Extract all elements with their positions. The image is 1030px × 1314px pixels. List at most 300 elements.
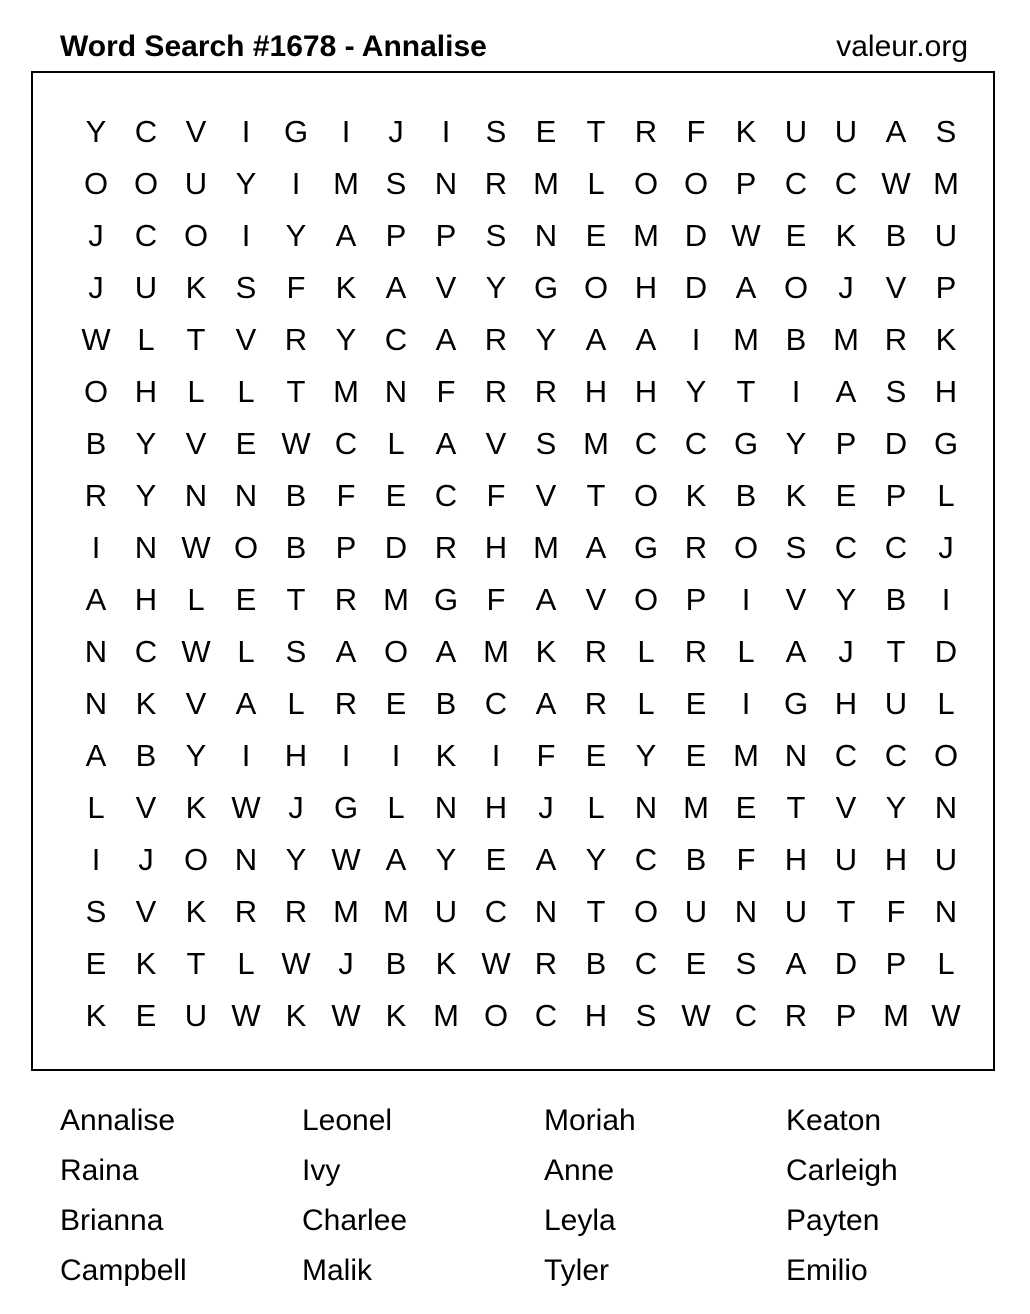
grid-letter[interactable]: A [335, 633, 357, 669]
grid-letter[interactable]: K [85, 997, 107, 1033]
grid-letter[interactable]: J [538, 789, 554, 825]
grid-letter[interactable]: D [384, 529, 408, 565]
grid-letter[interactable]: E [785, 217, 807, 253]
grid-letter[interactable]: P [735, 165, 757, 201]
grid-letter[interactable]: N [84, 685, 108, 721]
grid-letter[interactable]: F [486, 477, 506, 513]
grid-letter[interactable]: B [885, 217, 907, 253]
grid-letter[interactable]: M [333, 373, 359, 409]
grid-letter[interactable]: Y [635, 737, 657, 773]
grid-letter[interactable]: W [881, 165, 911, 201]
grid-letter[interactable]: L [237, 373, 255, 409]
grid-letter[interactable]: M [383, 893, 409, 929]
grid-letter[interactable]: I [741, 685, 751, 721]
grid-letter[interactable]: C [884, 529, 908, 565]
grid-letter[interactable]: K [435, 945, 457, 981]
grid-letter[interactable]: T [186, 321, 206, 357]
grid-letter[interactable]: Y [685, 373, 707, 409]
grid-letter[interactable]: R [484, 373, 508, 409]
grid-letter[interactable]: B [85, 425, 107, 461]
grid-letter[interactable]: K [185, 789, 207, 825]
grid-letter[interactable]: L [387, 789, 405, 825]
grid-letter[interactable]: A [85, 581, 107, 617]
grid-letter[interactable]: J [138, 841, 154, 877]
grid-letter[interactable]: G [283, 113, 309, 149]
grid-letter[interactable]: E [685, 945, 707, 981]
grid-letter[interactable]: N [934, 893, 958, 929]
grid-letter[interactable]: V [585, 581, 607, 617]
grid-letter[interactable]: V [785, 581, 807, 617]
grid-letter[interactable]: F [886, 893, 906, 929]
grid-letter[interactable]: L [87, 789, 105, 825]
grid-letter[interactable]: J [838, 269, 854, 305]
grid-letter[interactable]: L [637, 633, 655, 669]
grid-letter[interactable]: T [186, 945, 206, 981]
grid-letter[interactable]: H [934, 373, 958, 409]
grid-letter[interactable]: L [737, 633, 755, 669]
grid-letter[interactable]: S [935, 113, 957, 149]
grid-letter[interactable]: W [731, 217, 761, 253]
grid-letter[interactable]: K [535, 633, 557, 669]
grid-letter[interactable]: P [935, 269, 957, 305]
grid-letter[interactable]: R [684, 633, 708, 669]
grid-letter[interactable]: Y [285, 841, 307, 877]
grid-letter[interactable]: R [234, 893, 258, 929]
grid-letter[interactable]: U [684, 893, 708, 929]
grid-letter[interactable]: U [184, 165, 208, 201]
grid-letter[interactable]: V [135, 893, 157, 929]
grid-letter[interactable]: M [683, 789, 709, 825]
grid-letter[interactable]: H [484, 529, 508, 565]
grid-letter[interactable]: R [884, 321, 908, 357]
grid-letter[interactable]: S [85, 893, 107, 929]
grid-letter[interactable]: K [135, 945, 157, 981]
grid-letter[interactable]: Y [135, 425, 157, 461]
grid-letter[interactable]: N [134, 529, 158, 565]
grid-letter[interactable]: I [91, 841, 101, 877]
grid-letter[interactable]: P [335, 529, 357, 565]
grid-letter[interactable]: S [285, 633, 307, 669]
grid-letter[interactable]: H [584, 997, 608, 1033]
grid-letter[interactable]: M [583, 425, 609, 461]
grid-letter[interactable]: Y [135, 477, 157, 513]
grid-letter[interactable]: A [535, 685, 557, 721]
grid-letter[interactable]: N [434, 165, 458, 201]
grid-letter[interactable]: E [535, 113, 557, 149]
grid-letter[interactable]: U [784, 893, 808, 929]
grid-letter[interactable]: M [933, 165, 959, 201]
grid-letter[interactable]: A [535, 581, 557, 617]
grid-letter[interactable]: H [634, 373, 658, 409]
grid-letter[interactable]: V [885, 269, 907, 305]
grid-letter[interactable]: O [83, 373, 109, 409]
grid-letter[interactable]: L [587, 165, 605, 201]
grid-letter[interactable]: Y [285, 217, 307, 253]
grid-letter[interactable]: V [185, 113, 207, 149]
grid-letter[interactable]: B [435, 685, 457, 721]
grid-letter[interactable]: D [884, 425, 908, 461]
grid-letter[interactable]: R [584, 633, 608, 669]
grid-letter[interactable]: I [91, 529, 101, 565]
grid-letter[interactable]: S [735, 945, 757, 981]
grid-letter[interactable]: G [783, 685, 809, 721]
grid-letter[interactable]: J [938, 529, 954, 565]
grid-letter[interactable]: Y [85, 113, 107, 149]
grid-letter[interactable]: V [485, 425, 507, 461]
grid-letter[interactable]: J [388, 113, 404, 149]
grid-letter[interactable]: K [285, 997, 307, 1033]
grid-letter[interactable]: C [334, 425, 358, 461]
grid-letter[interactable]: B [285, 529, 307, 565]
grid-letter[interactable]: A [435, 425, 457, 461]
grid-letter[interactable]: C [834, 165, 858, 201]
grid-letter[interactable]: I [241, 737, 251, 773]
grid-letter[interactable]: W [281, 425, 311, 461]
grid-letter[interactable]: O [183, 217, 209, 253]
grid-letter[interactable]: A [585, 529, 607, 565]
grid-letter[interactable]: O [483, 997, 509, 1033]
grid-letter[interactable]: J [838, 633, 854, 669]
grid-letter[interactable]: T [886, 633, 906, 669]
grid-letter[interactable]: W [681, 997, 711, 1033]
grid-letter[interactable]: V [435, 269, 457, 305]
grid-letter[interactable]: J [88, 217, 104, 253]
grid-letter[interactable]: K [435, 737, 457, 773]
grid-letter[interactable]: E [685, 685, 707, 721]
grid-letter[interactable]: R [334, 685, 358, 721]
grid-letter[interactable]: P [885, 945, 907, 981]
grid-letter[interactable]: O [633, 893, 659, 929]
grid-letter[interactable]: M [533, 529, 559, 565]
grid-letter[interactable]: M [833, 321, 859, 357]
grid-letter[interactable]: C [134, 633, 158, 669]
grid-letter[interactable]: L [937, 477, 955, 513]
grid-letter[interactable]: R [284, 321, 308, 357]
grid-letter[interactable]: W [231, 997, 261, 1033]
grid-letter[interactable]: E [135, 997, 157, 1033]
grid-letter[interactable]: H [884, 841, 908, 877]
grid-letter[interactable]: O [933, 737, 959, 773]
grid-letter[interactable]: N [384, 373, 408, 409]
grid-letter[interactable]: L [137, 321, 155, 357]
grid-letter[interactable]: S [885, 373, 907, 409]
grid-letter[interactable]: L [237, 633, 255, 669]
grid-letter[interactable]: N [534, 217, 558, 253]
grid-letter[interactable]: M [433, 997, 459, 1033]
grid-letter[interactable]: N [934, 789, 958, 825]
grid-letter[interactable]: D [834, 945, 858, 981]
grid-letter[interactable]: A [885, 113, 907, 149]
grid-letter[interactable]: I [691, 321, 701, 357]
grid-letter[interactable]: E [585, 737, 607, 773]
grid-letter[interactable]: O [633, 165, 659, 201]
grid-letter[interactable]: A [335, 217, 357, 253]
grid-letter[interactable]: M [333, 165, 359, 201]
grid-letter[interactable]: B [285, 477, 307, 513]
grid-letter[interactable]: C [684, 425, 708, 461]
grid-letter[interactable]: I [341, 113, 351, 149]
grid-letter[interactable]: A [385, 269, 407, 305]
grid-letter[interactable]: H [134, 373, 158, 409]
grid-letter[interactable]: F [286, 269, 306, 305]
grid-letter[interactable]: K [735, 113, 757, 149]
grid-letter[interactable]: S [235, 269, 257, 305]
grid-letter[interactable]: C [534, 997, 558, 1033]
grid-letter[interactable]: U [134, 269, 158, 305]
grid-letter[interactable]: Y [885, 789, 907, 825]
grid-letter[interactable]: C [634, 425, 658, 461]
grid-letter[interactable]: C [784, 165, 808, 201]
grid-letter[interactable]: L [237, 945, 255, 981]
grid-letter[interactable]: H [134, 581, 158, 617]
grid-letter[interactable]: R [484, 321, 508, 357]
grid-letter[interactable]: F [336, 477, 356, 513]
grid-letter[interactable]: R [584, 685, 608, 721]
grid-letter[interactable]: O [683, 165, 709, 201]
grid-letter[interactable]: K [185, 893, 207, 929]
grid-letter[interactable]: N [534, 893, 558, 929]
grid-letter[interactable]: V [835, 789, 857, 825]
grid-letter[interactable]: E [685, 737, 707, 773]
grid-letter[interactable]: W [181, 633, 211, 669]
grid-letter[interactable]: I [491, 737, 501, 773]
grid-letter[interactable]: W [331, 841, 361, 877]
grid-letter[interactable]: W [81, 321, 111, 357]
grid-letter[interactable]: K [935, 321, 957, 357]
grid-letter[interactable]: U [184, 997, 208, 1033]
grid-letter[interactable]: O [233, 529, 259, 565]
grid-letter[interactable]: C [634, 945, 658, 981]
grid-letter[interactable]: M [633, 217, 659, 253]
grid-letter[interactable]: O [583, 269, 609, 305]
grid-letter[interactable]: B [735, 477, 757, 513]
grid-letter[interactable]: H [484, 789, 508, 825]
grid-letter[interactable]: C [384, 321, 408, 357]
grid-letter[interactable]: B [685, 841, 707, 877]
grid-letter[interactable]: F [686, 113, 706, 149]
grid-letter[interactable]: W [331, 997, 361, 1033]
grid-letter[interactable]: U [834, 113, 858, 149]
grid-letter[interactable]: F [486, 581, 506, 617]
grid-letter[interactable]: N [434, 789, 458, 825]
grid-letter[interactable]: U [784, 113, 808, 149]
grid-letter[interactable]: U [434, 893, 458, 929]
grid-letter[interactable]: H [284, 737, 308, 773]
grid-letter[interactable]: O [83, 165, 109, 201]
grid-letter[interactable]: P [685, 581, 707, 617]
grid-letter[interactable]: T [286, 373, 306, 409]
grid-letter[interactable]: S [485, 113, 507, 149]
grid-letter[interactable]: D [934, 633, 958, 669]
grid-letter[interactable]: U [934, 217, 958, 253]
grid-letter[interactable]: H [634, 269, 658, 305]
grid-letter[interactable]: K [185, 269, 207, 305]
grid-letter[interactable]: P [835, 425, 857, 461]
grid-letter[interactable]: S [785, 529, 807, 565]
grid-letter[interactable]: R [634, 113, 658, 149]
grid-letter[interactable]: T [786, 789, 806, 825]
grid-letter[interactable]: Y [585, 841, 607, 877]
grid-letter[interactable]: A [435, 321, 457, 357]
grid-letter[interactable]: I [391, 737, 401, 773]
grid-letter[interactable]: B [385, 945, 407, 981]
grid-letter[interactable]: Y [835, 581, 857, 617]
grid-letter[interactable]: V [535, 477, 557, 513]
grid-letter[interactable]: F [536, 737, 556, 773]
grid-letter[interactable]: C [884, 737, 908, 773]
grid-letter[interactable]: E [235, 581, 257, 617]
grid-letter[interactable]: S [485, 217, 507, 253]
grid-letter[interactable]: L [287, 685, 305, 721]
grid-letter[interactable]: T [736, 373, 756, 409]
grid-letter[interactable]: M [733, 321, 759, 357]
grid-letter[interactable]: L [937, 685, 955, 721]
grid-letter[interactable]: P [385, 217, 407, 253]
grid-letter[interactable]: Y [785, 425, 807, 461]
grid-letter[interactable]: J [288, 789, 304, 825]
grid-letter[interactable]: A [385, 841, 407, 877]
grid-letter[interactable]: K [335, 269, 357, 305]
grid-letter[interactable]: T [836, 893, 856, 929]
grid-letter[interactable]: N [84, 633, 108, 669]
grid-letter[interactable]: W [181, 529, 211, 565]
grid-letter[interactable]: L [587, 789, 605, 825]
grid-letter[interactable]: B [585, 945, 607, 981]
grid-letter[interactable]: K [385, 997, 407, 1033]
grid-letter[interactable]: E [385, 477, 407, 513]
grid-letter[interactable]: E [585, 217, 607, 253]
grid-letter[interactable]: M [533, 165, 559, 201]
grid-letter[interactable]: G [933, 425, 959, 461]
grid-letter[interactable]: I [291, 165, 301, 201]
grid-letter[interactable]: N [734, 893, 758, 929]
grid-letter[interactable]: G [333, 789, 359, 825]
grid-letter[interactable]: R [534, 945, 558, 981]
grid-letter[interactable]: R [84, 477, 108, 513]
grid-letter[interactable]: A [835, 373, 857, 409]
grid-letter[interactable]: O [133, 165, 159, 201]
grid-letter[interactable]: O [183, 841, 209, 877]
grid-letter[interactable]: N [234, 477, 258, 513]
grid-letter[interactable]: O [633, 581, 659, 617]
grid-letter[interactable]: N [234, 841, 258, 877]
grid-letter[interactable]: A [535, 841, 557, 877]
grid-letter[interactable]: P [885, 477, 907, 513]
grid-letter[interactable]: I [941, 581, 951, 617]
grid-letter[interactable]: R [484, 165, 508, 201]
grid-letter[interactable]: G [433, 581, 459, 617]
grid-letter[interactable]: C [484, 685, 508, 721]
grid-letter[interactable]: I [241, 113, 251, 149]
grid-letter[interactable]: V [185, 685, 207, 721]
grid-letter[interactable]: A [435, 633, 457, 669]
grid-letter[interactable]: R [284, 893, 308, 929]
grid-letter[interactable]: R [784, 997, 808, 1033]
grid-letter[interactable]: H [584, 373, 608, 409]
grid-letter[interactable]: W [231, 789, 261, 825]
grid-letter[interactable]: O [783, 269, 809, 305]
grid-letter[interactable]: M [383, 581, 409, 617]
grid-letter[interactable]: K [135, 685, 157, 721]
grid-letter[interactable]: O [733, 529, 759, 565]
grid-letter[interactable]: M [883, 997, 909, 1033]
grid-letter[interactable]: E [235, 425, 257, 461]
grid-letter[interactable]: R [534, 373, 558, 409]
grid-letter[interactable]: F [436, 373, 456, 409]
grid-letter[interactable]: M [483, 633, 509, 669]
grid-letter[interactable]: W [481, 945, 511, 981]
grid-letter[interactable]: C [834, 529, 858, 565]
grid-letter[interactable]: W [281, 945, 311, 981]
grid-letter[interactable]: M [333, 893, 359, 929]
grid-letter[interactable]: D [684, 269, 708, 305]
grid-letter[interactable]: J [338, 945, 354, 981]
grid-letter[interactable]: D [684, 217, 708, 253]
grid-letter[interactable]: E [835, 477, 857, 513]
grid-letter[interactable]: H [784, 841, 808, 877]
grid-letter[interactable]: A [635, 321, 657, 357]
grid-letter[interactable]: R [684, 529, 708, 565]
grid-letter[interactable]: C [634, 841, 658, 877]
grid-letter[interactable]: A [585, 321, 607, 357]
grid-letter[interactable]: P [435, 217, 457, 253]
grid-letter[interactable]: A [785, 945, 807, 981]
grid-letter[interactable]: V [185, 425, 207, 461]
grid-letter[interactable]: B [135, 737, 157, 773]
grid-letter[interactable]: A [235, 685, 257, 721]
grid-letter[interactable]: I [341, 737, 351, 773]
grid-letter[interactable]: V [135, 789, 157, 825]
grid-letter[interactable]: Y [535, 321, 557, 357]
grid-letter[interactable]: K [785, 477, 807, 513]
grid-letter[interactable]: Y [185, 737, 207, 773]
grid-letter[interactable]: C [734, 997, 758, 1033]
grid-letter[interactable]: N [184, 477, 208, 513]
grid-letter[interactable]: U [834, 841, 858, 877]
grid-letter[interactable]: S [535, 425, 557, 461]
grid-letter[interactable]: K [835, 217, 857, 253]
grid-letter[interactable]: A [785, 633, 807, 669]
grid-letter[interactable]: Y [235, 165, 257, 201]
grid-letter[interactable]: M [733, 737, 759, 773]
grid-letter[interactable]: I [741, 581, 751, 617]
grid-letter[interactable]: Y [485, 269, 507, 305]
grid-letter[interactable]: L [187, 373, 205, 409]
grid-letter[interactable]: O [383, 633, 409, 669]
grid-letter[interactable]: L [187, 581, 205, 617]
grid-letter[interactable]: N [634, 789, 658, 825]
grid-letter[interactable]: L [387, 425, 405, 461]
grid-letter[interactable]: B [885, 581, 907, 617]
grid-letter[interactable]: L [937, 945, 955, 981]
grid-letter[interactable]: E [485, 841, 507, 877]
grid-letter[interactable]: E [85, 945, 107, 981]
grid-letter[interactable]: G [533, 269, 559, 305]
grid-letter[interactable]: L [637, 685, 655, 721]
grid-letter[interactable]: P [835, 997, 857, 1033]
grid-letter[interactable]: R [434, 529, 458, 565]
grid-letter[interactable]: Y [335, 321, 357, 357]
grid-letter[interactable]: A [85, 737, 107, 773]
grid-letter[interactable]: T [586, 893, 606, 929]
grid-letter[interactable]: U [884, 685, 908, 721]
grid-letter[interactable]: T [586, 113, 606, 149]
grid-letter[interactable]: G [633, 529, 659, 565]
grid-letter[interactable]: I [791, 373, 801, 409]
grid-letter[interactable]: C [134, 217, 158, 253]
grid-letter[interactable]: V [235, 321, 257, 357]
grid-letter[interactable]: O [633, 477, 659, 513]
